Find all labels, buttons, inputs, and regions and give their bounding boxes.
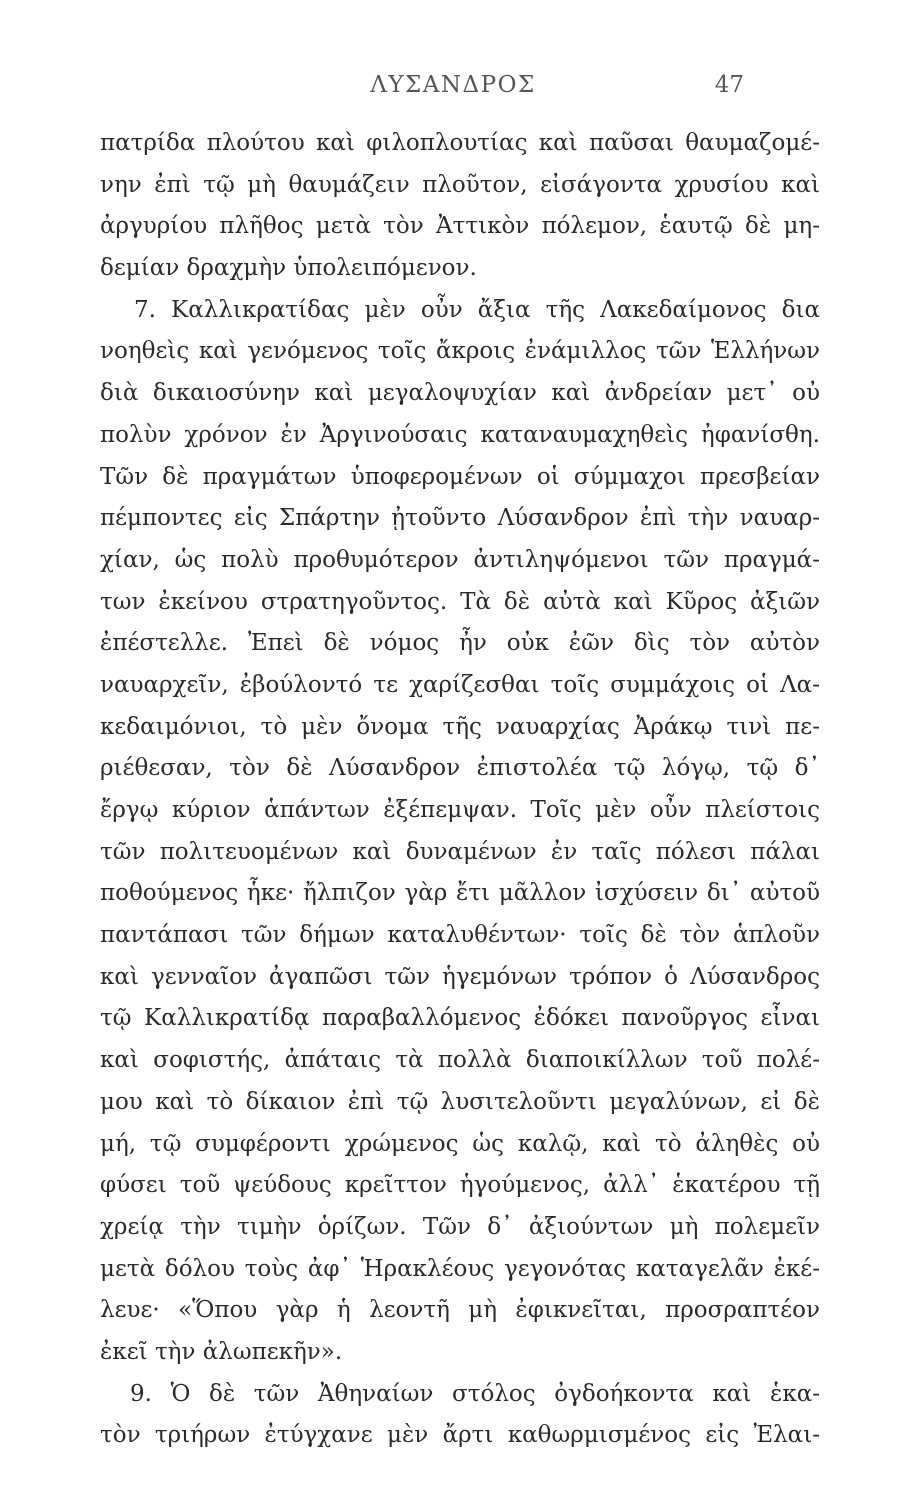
text-line: τὸν τριήρων ἐτύγχανε μὲν ἄρτι καθωρμισμένος εἰς Ἐλαι- bbox=[100, 1422, 820, 1449]
text-line: διὰ δικαιοσύνην καὶ μεγαλοψυχίαν καὶ ἀνδρείαν μετ᾽ οὐ bbox=[100, 380, 820, 407]
text-line: μετὰ δόλου τοὺς ἀφ᾽ Ἡρακλέους γεγονότας καταγελᾶν ἐκέ- bbox=[100, 1255, 820, 1282]
text-line: Τῶν δὲ πραγμάτων ὑποφερομένων οἱ σύμμαχοι πρεσβείαν bbox=[100, 463, 820, 490]
text-line: ἐπέστελλε. Ἐπεὶ δὲ νόμος ἦν οὐκ ἐῶν δὶς τὸν αὐτὸν bbox=[100, 630, 820, 657]
text-line: τῶν πολιτευομένων καὶ δυναμένων ἐν ταῖς πόλεσι πάλαι bbox=[100, 838, 820, 865]
text-line: πολὺν χρόνον ἐν Ἀργινούσαις καταναυμαχηθεὶς ἠφανίσθη. bbox=[100, 421, 820, 448]
text-line: νην ἐπὶ τῷ μὴ θαυμάζειν πλοῦτον, εἰσάγοντα χρυσίου καὶ bbox=[100, 171, 820, 198]
text-line: 7. Καλλικρατίδας μὲν οὖν ἄξια τῆς Λακεδαίμονος δια bbox=[134, 296, 820, 323]
text-line: καὶ γενναῖον ἀγαπῶσι τῶν ἡγεμόνων τρόπον ὁ Λύσανδρος bbox=[100, 963, 820, 990]
text-line: φύσει τοῦ ψεύδους κρεῖττον ἡγούμενος, ἀλλ᾽ ἑκατέρου τῇ bbox=[100, 1172, 820, 1199]
text-line: 9. Ὁ δὲ τῶν Ἀθηναίων στόλος ὀγδοήκοντα καὶ ἑκα- bbox=[130, 1380, 820, 1407]
page-number: 47 bbox=[714, 72, 744, 98]
running-header bbox=[0, 68, 906, 108]
text-line: χρείᾳ τὴν τιμὴν ὁρίζων. Τῶν δ᾽ ἀξιούντων μὴ πολεμεῖν bbox=[100, 1213, 820, 1240]
text-line: πέμποντες εἰς Σπάρτην ᾐτοῦντο Λύσανδρον ἐπὶ τὴν ναυαρ- bbox=[100, 505, 820, 532]
text-line: μου καὶ τὸ δίκαιον ἐπὶ τῷ λυσιτελοῦντι μεγαλύνων, εἰ δὲ bbox=[100, 1088, 820, 1115]
text-line: νοηθεὶς καὶ γενόμενος τοῖς ἄκροις ἐνάμιλλος τῶν Ἑλλήνων bbox=[100, 338, 820, 365]
text-line: λευε· «Ὅπου γὰρ ἡ λεοντῆ μὴ ἐφικνεῖται, προσραπτέον bbox=[100, 1297, 820, 1324]
text-line: ἔργῳ κύριον ἁπάντων ἐξέπεμψαν. Τοῖς μὲν οὖν πλείστοις bbox=[100, 797, 820, 823]
text-line: παντάπασι τῶν δήμων καταλυθέντων· τοῖς δὲ τὸν ἁπλοῦν bbox=[100, 922, 820, 949]
text-line: ἐκεῖ τὴν ἀλωπεκῆν». bbox=[100, 1338, 343, 1365]
text-line: χίαν, ὡς πολὺ προθυμότερον ἀντιληψόμενοι τῶν πραγμά- bbox=[100, 546, 820, 573]
text-line: κεδαιμόνιοι, τὸ μὲν ὄνομα τῆς ναυαρχίας Ἀράκῳ τινὶ πε- bbox=[100, 713, 820, 740]
text-line: των ἐκείνου στρατηγοῦντος. Τὰ δὲ αὐτὰ καὶ Κῦρος ἀξιῶν bbox=[100, 588, 820, 615]
text-line: δεμίαν δραχμὴν ὑπολειπόμενον. bbox=[100, 255, 477, 282]
body-text bbox=[100, 123, 820, 1457]
text-line: ποθούμενος ἧκε· ἤλπιζον γὰρ ἔτι μᾶλλον ἰσχύσειν δι᾽ αὐτοῦ bbox=[100, 880, 820, 907]
text-line: ναυαρχεῖν, ἐβούλοντό τε χαρίζεσθαι τοῖς συμμάχοις οἱ Λα- bbox=[100, 671, 820, 698]
text-line: καὶ σοφιστής, ἀπάταις τὰ πολλὰ διαποικίλλων τοῦ πολέ- bbox=[100, 1047, 820, 1074]
text-line: ἀργυρίου πλῆθος μετὰ τὸν Ἀττικὸν πόλεμον, ἑαυτῷ δὲ μη- bbox=[100, 213, 820, 240]
text-line: πατρίδα πλούτου καὶ φιλοπλουτίας καὶ παῦσαι θαυμαζομέ- bbox=[100, 130, 820, 156]
text-line: ριέθεσαν, τὸν δὲ Λύσανδρον ἐπιστολέα τῷ λόγῳ, τῷ δ᾽ bbox=[100, 755, 820, 782]
text-line: τῷ Καλλικρατίδᾳ παραβαλλόμενος ἐδόκει πανοῦργος εἶναι bbox=[100, 1005, 820, 1032]
text-line: μή, τῷ συμφέροντι χρώμενος ὡς καλῷ, καὶ τὸ ἀληθὲς οὐ bbox=[100, 1130, 820, 1157]
running-title: ΛΥΣΑΝΔΡΟΣ bbox=[370, 72, 536, 98]
